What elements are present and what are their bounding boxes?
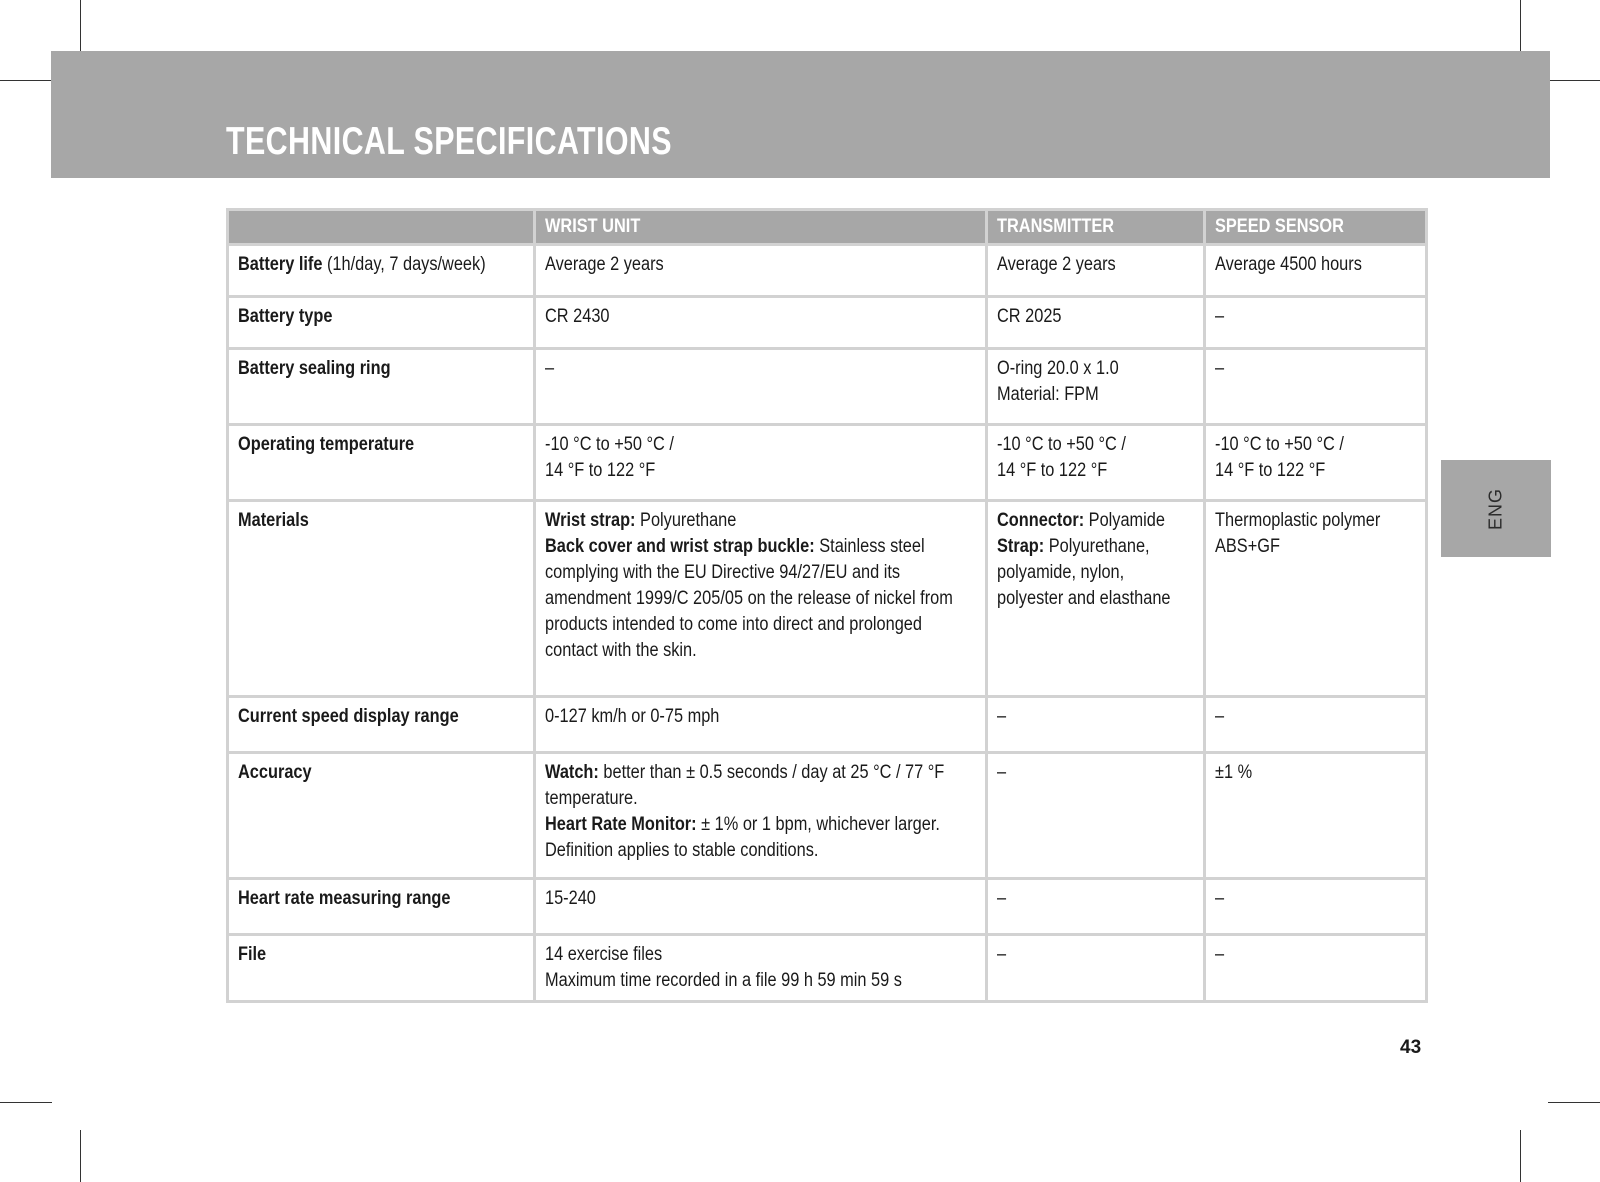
cell-text: – xyxy=(997,888,1007,909)
cell-text: Average 2 years xyxy=(545,254,664,275)
cell-text: 14 exercise files xyxy=(545,944,663,965)
row-label-cell xyxy=(228,425,535,501)
crop-mark xyxy=(1520,1130,1521,1182)
wrist-unit-cell xyxy=(535,753,987,879)
crop-mark xyxy=(0,80,52,81)
table-row xyxy=(228,349,1427,425)
table-row xyxy=(228,697,1427,753)
transmitter-cell xyxy=(987,879,1205,935)
table-row xyxy=(228,501,1427,697)
language-tab xyxy=(1441,460,1551,557)
row-label-cell xyxy=(228,349,535,425)
cell-text: ±1 % xyxy=(1215,762,1253,783)
cell-text: ABS+GF xyxy=(1215,536,1280,557)
column-header-transmitter: TRANSMITTER xyxy=(987,210,1205,245)
column-header-label xyxy=(228,210,535,245)
cell-text: – xyxy=(997,944,1007,965)
row-label: Battery type xyxy=(238,306,333,327)
row-label-cell xyxy=(228,753,535,879)
cell-text: Polyamide xyxy=(1084,510,1165,531)
transmitter-cell xyxy=(987,349,1205,425)
transmitter-cell xyxy=(987,425,1205,501)
crop-mark xyxy=(1520,0,1521,52)
row-label-cell xyxy=(228,935,535,1002)
speed-sensor-cell xyxy=(1205,501,1427,697)
crop-mark xyxy=(1548,80,1600,81)
cell-text: CR 2430 xyxy=(545,306,610,327)
cell-text: 0-127 km/h or 0-75 mph xyxy=(545,706,720,727)
wrist-unit-cell xyxy=(535,425,987,501)
cell-text: 14 °F to 122 °F xyxy=(997,460,1108,481)
speed-sensor-cell xyxy=(1205,349,1427,425)
wrist-unit-cell xyxy=(535,935,987,1002)
cell-text: 14 °F to 122 °F xyxy=(545,460,656,481)
cell-text: -10 °C to +50 °C / xyxy=(997,434,1126,455)
row-label-cell xyxy=(228,879,535,935)
wrist-unit-cell xyxy=(535,245,987,297)
row-label-cell xyxy=(228,697,535,753)
speed-sensor-cell xyxy=(1205,697,1427,753)
table-row xyxy=(228,425,1427,501)
cell-term: Connector: xyxy=(997,510,1085,531)
crop-mark xyxy=(0,1102,52,1103)
cell-text: – xyxy=(997,706,1007,727)
page-number: 43 xyxy=(1400,1037,1422,1058)
specifications-table xyxy=(226,208,1428,1003)
cell-text: 15-240 xyxy=(545,888,596,909)
row-label: Battery life xyxy=(238,254,323,275)
speed-sensor-cell xyxy=(1205,297,1427,349)
cell-text: – xyxy=(1215,944,1225,965)
cell-text: O-ring 20.0 x 1.0 xyxy=(997,358,1119,379)
cell-text: 14 °F to 122 °F xyxy=(1215,460,1326,481)
speed-sensor-cell xyxy=(1205,935,1427,1002)
table-row xyxy=(228,879,1427,935)
row-label-cell xyxy=(228,297,535,349)
cell-text: Thermoplastic polymer xyxy=(1215,510,1381,531)
cell-text: – xyxy=(1215,706,1225,727)
crop-mark xyxy=(80,1130,81,1182)
cell-text: – xyxy=(1215,358,1225,379)
table-row xyxy=(228,753,1427,879)
row-label: File xyxy=(238,944,267,965)
transmitter-cell xyxy=(987,935,1205,1002)
cell-text: CR 2025 xyxy=(997,306,1062,327)
wrist-unit-cell xyxy=(535,349,987,425)
cell-term: Wrist strap: xyxy=(545,510,636,531)
transmitter-cell xyxy=(987,697,1205,753)
cell-text: Polyurethane, polyamide, nylon, polyester and elasthane xyxy=(997,536,1171,609)
row-label-cell xyxy=(228,245,535,297)
row-label: Operating temperature xyxy=(238,434,415,455)
wrist-unit-cell xyxy=(535,697,987,753)
transmitter-cell xyxy=(987,297,1205,349)
speed-sensor-cell xyxy=(1205,425,1427,501)
row-label: Accuracy xyxy=(238,762,312,783)
page-title: TECHNICAL SPECIFICATIONS xyxy=(226,120,672,163)
cell-text: Stainless steel complying with the EU Directive 94/27/EU and its amendment 1999/C 205/05 on the release of nickel from products intended to come into direct and prolonged contact with the skin. xyxy=(545,536,953,661)
cell-text: Average 4500 hours xyxy=(1215,254,1362,275)
cell-text: -10 °C to +50 °C / xyxy=(1215,434,1344,455)
row-label: Materials xyxy=(238,510,309,531)
speed-sensor-cell xyxy=(1205,245,1427,297)
language-tab-label: ENG xyxy=(1485,487,1506,530)
cell-term: Heart Rate Monitor: xyxy=(545,814,697,835)
cell-term: Watch: xyxy=(545,762,599,783)
cell-text: – xyxy=(545,358,555,379)
cell-text: Maximum time recorded in a file 99 h 59 min 59 s xyxy=(545,970,902,991)
row-label-note: (1h/day, 7 days/week) xyxy=(322,254,486,275)
crop-mark xyxy=(80,0,81,52)
cell-text: -10 °C to +50 °C / xyxy=(545,434,674,455)
transmitter-cell xyxy=(987,245,1205,297)
wrist-unit-cell xyxy=(535,879,987,935)
column-header-wrist-unit: WRIST UNIT xyxy=(535,210,987,245)
speed-sensor-cell xyxy=(1205,753,1427,879)
cell-text: ± 1% or 1 bpm, whichever larger. Definition applies to stable conditions. xyxy=(545,814,940,861)
cell-text: – xyxy=(997,762,1007,783)
cell-text: – xyxy=(1215,888,1225,909)
table-header-row xyxy=(228,210,1427,245)
cell-term: Strap: xyxy=(997,536,1045,557)
wrist-unit-cell xyxy=(535,501,987,697)
cell-text: Average 2 years xyxy=(997,254,1116,275)
cell-text: – xyxy=(1215,306,1225,327)
table-row xyxy=(228,297,1427,349)
cell-text: Material: FPM xyxy=(997,384,1099,405)
column-header-speed-sensor: SPEED SENSOR xyxy=(1205,210,1427,245)
row-label: Battery sealing ring xyxy=(238,358,391,379)
cell-text: Polyurethane xyxy=(635,510,737,531)
table-row xyxy=(228,245,1427,297)
row-label: Current speed display range xyxy=(238,706,459,727)
transmitter-cell xyxy=(987,501,1205,697)
speed-sensor-cell xyxy=(1205,879,1427,935)
row-label: Heart rate measuring range xyxy=(238,888,451,909)
transmitter-cell xyxy=(987,753,1205,879)
cell-term: Back cover and wrist strap buckle: xyxy=(545,536,815,557)
row-label-cell xyxy=(228,501,535,697)
table-row xyxy=(228,935,1427,1002)
crop-mark xyxy=(1548,1102,1600,1103)
wrist-unit-cell xyxy=(535,297,987,349)
cell-text: better than ± 0.5 seconds / day at 25 °C / 77 °F temperature. xyxy=(545,762,945,809)
